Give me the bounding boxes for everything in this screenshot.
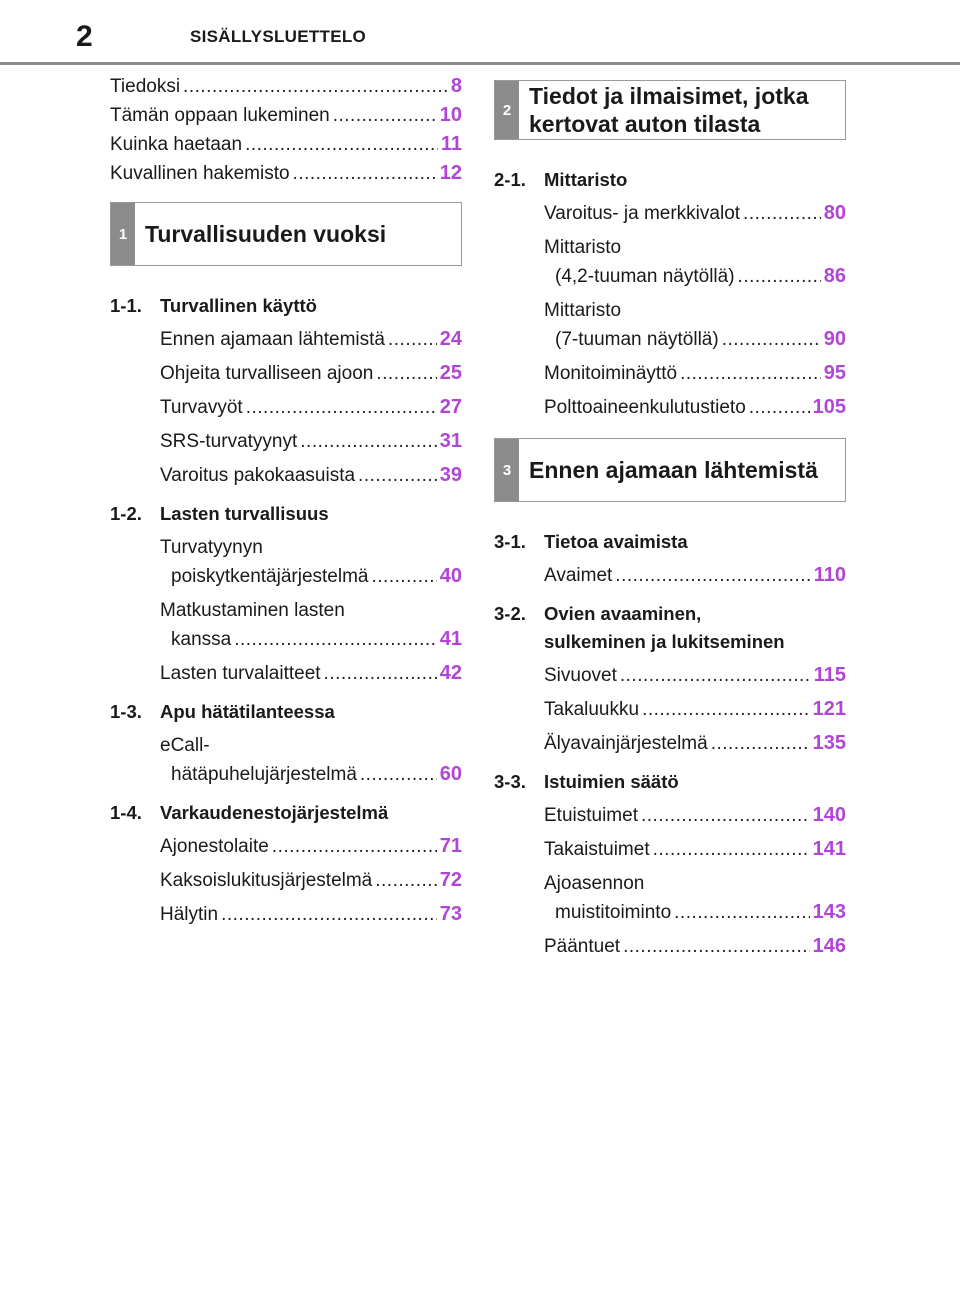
toc-entry[interactable] xyxy=(544,561,846,590)
section-entries xyxy=(544,661,846,758)
chapter-heading-2[interactable] xyxy=(494,80,846,140)
toc-entry[interactable] xyxy=(160,427,462,456)
section-number: 3-1. xyxy=(494,531,526,552)
section-title-line: sulkeminen ja lukitseminen xyxy=(544,631,785,652)
toc-entry-page[interactable]: 10 xyxy=(439,104,462,126)
toc-entry-page[interactable]: 40 xyxy=(439,565,462,587)
dot-leader xyxy=(642,695,810,724)
toc-entry[interactable] xyxy=(544,661,846,690)
dot-leader xyxy=(641,801,810,830)
toc-entry[interactable] xyxy=(160,866,462,895)
toc-entry-label: Avaimet xyxy=(544,565,613,586)
chapter-title: Turvallisuuden vuoksi xyxy=(145,221,387,247)
toc-entry-label: Ajonestolaite xyxy=(160,836,269,857)
section-heading[interactable] xyxy=(494,768,846,796)
toc-entry-label: Varoitus pakokaasuista xyxy=(160,465,356,486)
toc-entry-page[interactable]: 72 xyxy=(439,869,462,891)
intro-list xyxy=(110,72,462,188)
toc-entry-page[interactable]: 110 xyxy=(813,564,846,586)
dot-leader xyxy=(300,427,436,456)
toc-entry-page[interactable]: 73 xyxy=(439,903,462,925)
toc-entry-label-line: Mittaristo xyxy=(544,300,622,321)
dot-leader xyxy=(293,159,437,188)
right-column xyxy=(494,80,846,961)
dot-leader xyxy=(711,729,810,758)
section-title: Tietoa avaimista xyxy=(544,531,688,552)
toc-entry-multiline[interactable] xyxy=(160,596,462,654)
toc-entry-label: Takaluukku xyxy=(544,699,640,720)
dot-leader xyxy=(183,72,448,101)
toc-entry-page[interactable]: 27 xyxy=(439,396,462,418)
dot-leader xyxy=(738,262,821,291)
chapter-heading-1[interactable] xyxy=(110,202,462,266)
dot-leader xyxy=(245,130,438,159)
dot-leader xyxy=(722,325,821,354)
toc-entry-label: Pääntuet xyxy=(544,936,621,957)
toc-entry[interactable] xyxy=(544,262,846,291)
toc-entry-label: muistitoiminto xyxy=(555,902,672,923)
section-title: Istuimien säätö xyxy=(544,771,679,792)
toc-entry[interactable] xyxy=(160,461,462,490)
toc-entry-label: hätäpuhelujärjestelmä xyxy=(171,764,357,785)
toc-entry[interactable] xyxy=(160,900,462,929)
toc-entry-multiline[interactable] xyxy=(544,296,846,354)
toc-entry-page[interactable]: 11 xyxy=(440,133,462,155)
toc-entry[interactable] xyxy=(110,130,462,159)
section-number: 2-1. xyxy=(494,169,526,190)
section-entries xyxy=(160,533,462,688)
toc-entry-label: Monitoiminäyttö xyxy=(544,363,678,384)
toc-entry-page[interactable]: 143 xyxy=(812,901,846,923)
toc-entry[interactable] xyxy=(544,801,846,830)
toc-entry-label: Varoitus- ja merkkivalot xyxy=(544,203,741,224)
toc-entry-label: Takaistuimet xyxy=(544,839,650,860)
toc-entry-page[interactable]: 12 xyxy=(439,162,462,184)
toc-entry-page[interactable]: 41 xyxy=(439,628,462,650)
toc-entry-label: poiskytkentäjärjestelmä xyxy=(171,566,369,587)
toc-entry[interactable] xyxy=(544,325,846,354)
dot-leader xyxy=(623,932,810,961)
section-title: Turvallinen käyttö xyxy=(160,295,317,316)
section-title: Lasten turvallisuus xyxy=(160,503,329,524)
chapter-heading-3[interactable] xyxy=(494,438,846,502)
dot-leader xyxy=(653,835,810,864)
toc-entry-label: kanssa xyxy=(171,629,232,650)
dot-leader xyxy=(358,461,437,490)
toc-entry[interactable] xyxy=(160,562,462,591)
toc-entry-label-line: Matkustaminen lasten xyxy=(160,600,345,621)
section-number: 3-3. xyxy=(494,771,526,792)
toc-entry[interactable] xyxy=(110,159,462,188)
toc-entry-label: Hälytin xyxy=(160,904,219,925)
toc-entry-label: Kaksoislukitusjärjestelmä xyxy=(160,870,373,891)
section-number: 1-3. xyxy=(110,701,142,722)
dot-leader xyxy=(221,900,437,929)
toc-entry-page[interactable]: 8 xyxy=(450,75,462,97)
header-divider xyxy=(0,62,960,65)
toc-entry-page[interactable]: 140 xyxy=(812,804,846,826)
dot-leader xyxy=(360,760,437,789)
toc-entry[interactable] xyxy=(544,393,846,422)
toc-entry-multiline[interactable] xyxy=(544,869,846,927)
toc-entry-page[interactable]: 121 xyxy=(812,698,846,720)
chapter-title-line: kertovat auton tilasta xyxy=(529,111,761,137)
toc-entry-label: Sivuovet xyxy=(544,665,617,686)
chapter-tab: 2 xyxy=(495,81,519,139)
toc-entry[interactable] xyxy=(160,625,462,654)
toc-entry-label: Tiedoksi xyxy=(110,76,181,97)
section-entries xyxy=(160,832,462,929)
dot-leader xyxy=(375,866,437,895)
dot-leader xyxy=(272,832,437,861)
section-heading[interactable] xyxy=(494,528,846,556)
toc-entry-label: Kuinka haetaan xyxy=(110,134,243,155)
dot-leader xyxy=(743,199,821,228)
toc-entry-label-line: Mittaristo xyxy=(544,237,622,258)
toc-entry[interactable] xyxy=(110,72,462,101)
toc-entry-multiline[interactable] xyxy=(544,233,846,291)
toc-entry-page[interactable]: 42 xyxy=(439,662,462,684)
toc-entry[interactable] xyxy=(544,835,846,864)
section-title: Varkaudenestojärjestelmä xyxy=(160,802,389,823)
toc-entry[interactable] xyxy=(544,359,846,388)
toc-entry-label: Kuvallinen hakemisto xyxy=(110,163,290,184)
toc-entry-label: Tämän oppaan lukeminen xyxy=(110,105,330,126)
toc-entry-page[interactable]: 146 xyxy=(812,935,846,957)
toc-entry-label: (7-tuuman näytöllä) xyxy=(555,329,719,350)
section-title-line: Ovien avaaminen, xyxy=(544,603,702,624)
dot-leader xyxy=(246,393,437,422)
toc-entry-label: Ohjeita turvalliseen ajoon xyxy=(160,363,374,384)
toc-entry[interactable] xyxy=(544,199,846,228)
toc-entry-label-line: eCall- xyxy=(160,735,210,756)
left-column xyxy=(110,72,462,929)
section-number: 1-4. xyxy=(110,802,142,823)
toc-entry[interactable] xyxy=(160,325,462,354)
section-heading[interactable] xyxy=(110,799,462,827)
section-number: 1-2. xyxy=(110,503,142,524)
toc-entry[interactable] xyxy=(160,659,462,688)
section-entries xyxy=(160,325,462,490)
section-heading[interactable] xyxy=(110,698,462,726)
chapter-tab: 1 xyxy=(111,203,135,265)
page-header xyxy=(0,0,960,66)
toc-entry-label-line: Turvatyynyn xyxy=(160,537,263,558)
page-number: 2 xyxy=(76,20,93,53)
chapter-title: Ennen ajamaan lähtemistä xyxy=(529,457,818,483)
dot-leader xyxy=(388,325,437,354)
toc-entry-page[interactable]: 115 xyxy=(813,664,846,686)
toc-entry-page[interactable]: 80 xyxy=(823,202,846,224)
toc-entry-label: Polttoaineenkulutustieto xyxy=(544,397,746,418)
section-heading[interactable] xyxy=(110,292,462,320)
dot-leader xyxy=(615,561,810,590)
toc-entry-page[interactable]: 90 xyxy=(823,328,846,350)
toc-entry-page[interactable]: 24 xyxy=(439,328,462,350)
toc-entry-page[interactable]: 86 xyxy=(823,265,846,287)
toc-entry-label: Turvavyöt xyxy=(160,397,243,418)
toc-entry-label: Etuistuimet xyxy=(544,805,638,826)
header-title: SISÄLLYSLUETTELO xyxy=(190,27,367,46)
dot-leader xyxy=(674,898,809,927)
section-entries xyxy=(160,731,462,789)
toc-entry[interactable] xyxy=(544,898,846,927)
chapter-title xyxy=(519,81,819,139)
section-heading[interactable] xyxy=(494,166,846,194)
section-title: Apu hätätilanteessa xyxy=(160,701,335,722)
toc-entry-page[interactable]: 95 xyxy=(823,362,846,384)
dot-leader xyxy=(333,101,437,130)
dot-leader xyxy=(234,625,437,654)
section-number: 1-1. xyxy=(110,295,142,316)
section-title: Mittaristo xyxy=(544,169,628,190)
section-entries xyxy=(544,561,846,590)
toc-entry-multiline[interactable] xyxy=(160,533,462,591)
dot-leader xyxy=(324,659,437,688)
toc-entry-page[interactable]: 25 xyxy=(439,362,462,384)
toc-entry-page[interactable]: 60 xyxy=(439,763,462,785)
section-heading[interactable] xyxy=(494,600,846,656)
section-number: 3-2. xyxy=(494,603,526,624)
toc-entry[interactable] xyxy=(160,832,462,861)
section-title xyxy=(544,600,846,656)
toc-entry-label: Lasten turvalaitteet xyxy=(160,663,321,684)
dot-leader xyxy=(371,562,436,591)
toc-entry-page[interactable]: 141 xyxy=(812,838,846,860)
toc-entry[interactable] xyxy=(160,760,462,789)
toc-entry[interactable] xyxy=(160,359,462,388)
chapter-tab: 3 xyxy=(495,439,519,501)
toc-entry[interactable] xyxy=(544,729,846,758)
dot-leader xyxy=(749,393,810,422)
toc-entry[interactable] xyxy=(544,932,846,961)
toc-entry-label: (4,2-tuuman näytöllä) xyxy=(555,266,735,287)
toc-entry-label: Ennen ajamaan lähtemistä xyxy=(160,329,385,350)
dot-leader xyxy=(680,359,821,388)
toc-entry[interactable] xyxy=(160,393,462,422)
toc-entry-multiline[interactable] xyxy=(160,731,462,789)
section-entries xyxy=(544,801,846,961)
section-entries xyxy=(544,199,846,422)
toc-entry-label: Älyavainjärjestelmä xyxy=(544,733,708,754)
toc-entry[interactable] xyxy=(110,101,462,130)
dot-leader xyxy=(620,661,811,690)
dot-leader xyxy=(376,359,436,388)
toc-entry-label: SRS-turvatyynyt xyxy=(160,431,298,452)
toc-entry-page[interactable]: 31 xyxy=(439,430,462,452)
section-heading[interactable] xyxy=(110,500,462,528)
toc-entry-page[interactable]: 105 xyxy=(812,396,846,418)
chapter-title-line: Tiedot ja ilmaisimet, jotka xyxy=(529,83,809,109)
toc-entry-label-line: Ajoasennon xyxy=(544,873,645,894)
toc-entry-page[interactable]: 71 xyxy=(439,835,462,857)
toc-entry-page[interactable]: 39 xyxy=(439,464,462,486)
toc-entry-page[interactable]: 135 xyxy=(812,732,846,754)
toc-entry[interactable] xyxy=(544,695,846,724)
